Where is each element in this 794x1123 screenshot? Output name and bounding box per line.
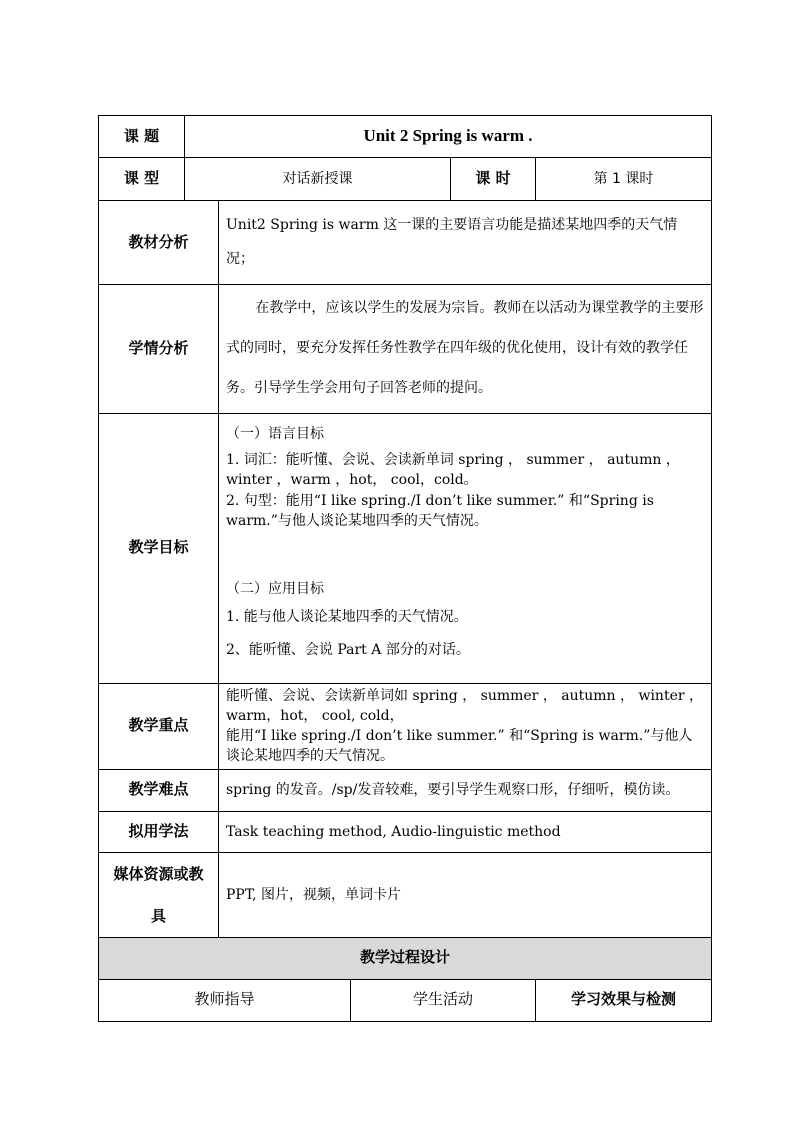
difficulties-label: 教学难点 (99, 769, 219, 811)
methods-text: Task teaching method, Audio-linguistic method (219, 811, 712, 852)
process-title-row (99, 937, 712, 979)
learner-text: 在教学中，应该以学生的发展为宗旨。教师在以活动为课堂教学的主要形式的同时，要充分发挥任务性教学在四年级的优化使用，设计有效的教学任务。引导学生学会用句子回答老师的提问。 (219, 285, 712, 414)
lesson-plan-table (98, 115, 712, 1022)
methods-label: 拟用学法 (99, 811, 219, 852)
objectives-row (99, 413, 712, 683)
type-value: 对话新授课 (185, 158, 451, 201)
language-goal-vocabulary: 1. 词汇：能听懂、会说、会读新单词 spring ， summer ， autumn ，winter ，warm ，hot， cool，cold。 (226, 451, 680, 489)
learner-label: 学情分析 (99, 285, 219, 414)
application-goal-1: 1. 能与他人谈论某地四季的天气情况。 (226, 609, 468, 626)
learner-row (99, 285, 712, 414)
topic-value: Unit 2 Spring is warm . (185, 116, 712, 158)
key-point-sentences: 能用“I like spring./I don’t like summer.” 和“Spring is warm.”与他人谈论某地四季的天气情况。 (226, 728, 693, 765)
material-text: Unit2 Spring is warm 这一课的主要语言功能是描述某地四季的天气情况； (219, 201, 712, 285)
lesson-plan-page (98, 115, 711, 1022)
process-col-student: 学生活动 (351, 979, 536, 1021)
key-point-vocabulary: 能听懂、会说、会读新单词如 spring ， summer ， autumn ， winter ，warm，hot， cool, cold， (226, 687, 704, 724)
media-label: 媒体资源或教具 (99, 852, 219, 937)
difficulties-text: spring 的发音。/sp/发音较难，要引导学生观察口形，仔细听，模仿读。 (219, 769, 712, 811)
period-value: 第 1 课时 (536, 158, 712, 201)
methods-row (99, 811, 712, 852)
language-goals-heading: （一）语言目标 (226, 425, 324, 442)
objectives-content (219, 413, 712, 683)
type-label: 课 型 (99, 158, 185, 201)
language-goal-sentences: 2. 句型：能用“I like spring./I don’t like summer.” 和“Spring is warm.”与他人谈论某地四季的天气情况。 (226, 492, 654, 529)
objectives-label: 教学目标 (99, 413, 219, 683)
process-col-teacher: 教师指导 (99, 979, 351, 1021)
application-goal-2: 2、能听懂、会说 Part A 部分的对话。 (226, 641, 470, 658)
process-header-row (99, 979, 712, 1021)
type-row (99, 158, 712, 201)
difficulties-row (99, 769, 712, 811)
topic-label: 课 题 (99, 116, 185, 158)
topic-row (99, 116, 712, 158)
media-text: PPT, 图片，视频，单词卡片 (219, 852, 712, 937)
material-label: 教材分析 (99, 201, 219, 285)
process-title: 教学过程设计 (99, 937, 712, 979)
key-points-row (99, 683, 712, 769)
process-col-effect: 学习效果与检测 (536, 979, 712, 1021)
media-row (99, 852, 712, 937)
period-label: 课 时 (451, 158, 536, 201)
key-points-label: 教学重点 (99, 683, 219, 769)
material-row (99, 201, 712, 285)
key-points-content (219, 683, 712, 769)
application-goals-heading: （二）应用目标 (226, 581, 324, 598)
